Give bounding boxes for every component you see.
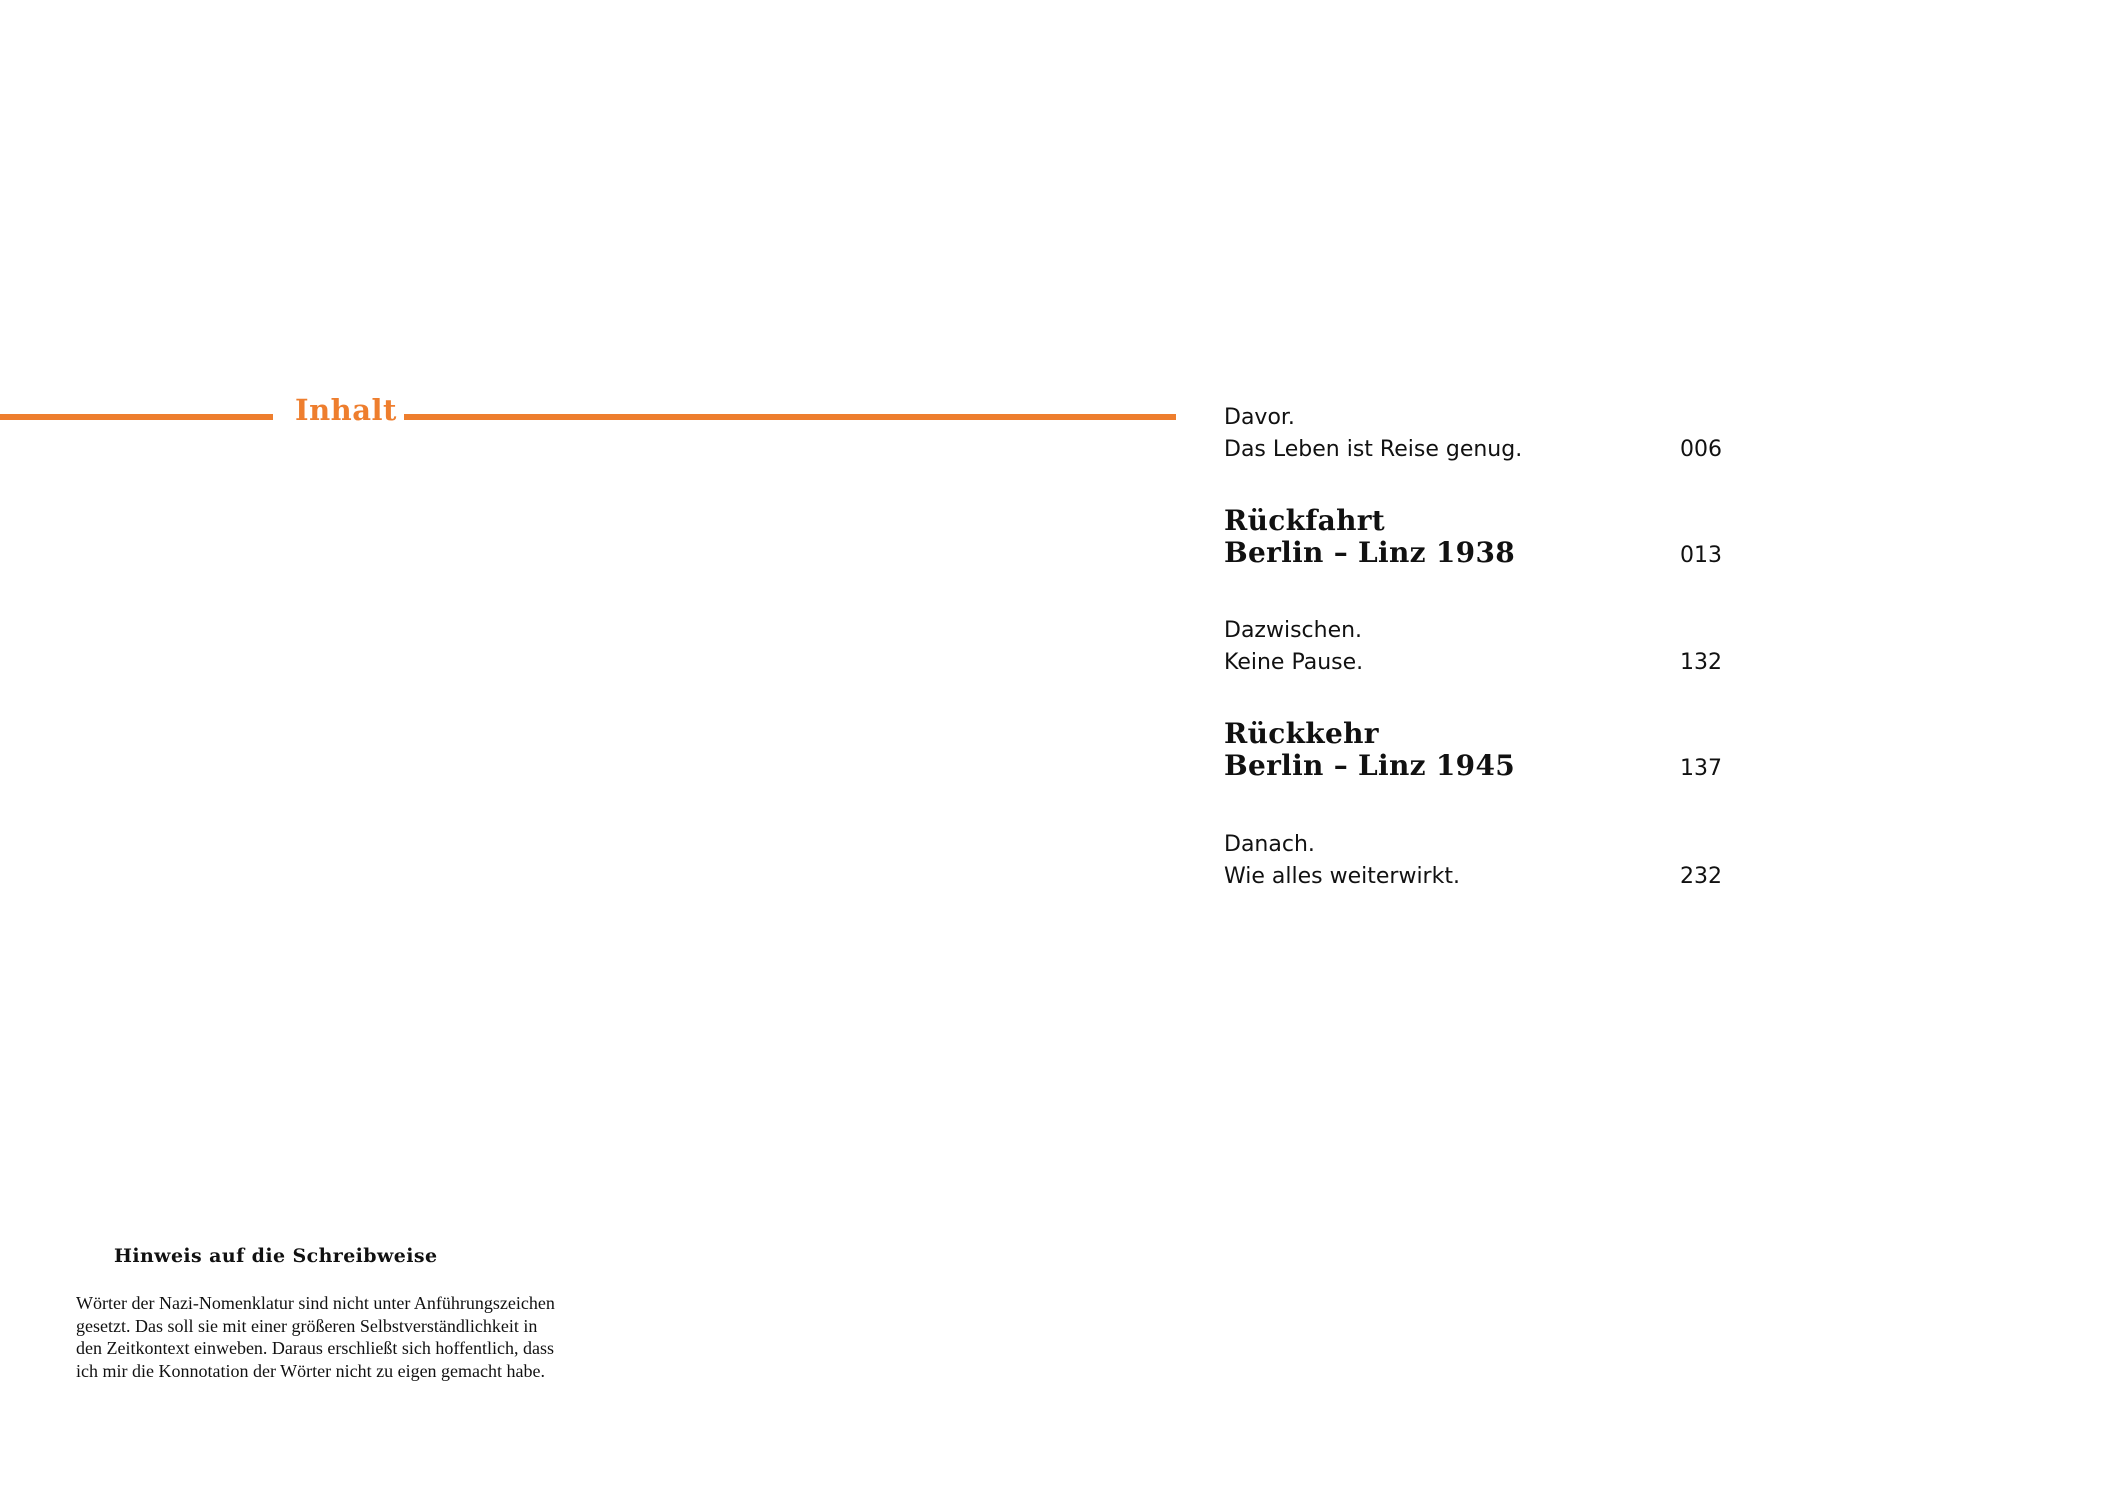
toc-entry-dazwischen[interactable] xyxy=(1224,615,1724,679)
toc-page-number: 006 xyxy=(1680,437,1722,462)
toc-entry-title: Danach. xyxy=(1224,832,1315,857)
note-line: gesetzt. Das soll sie mit einer größeren Selbstverständlichkeit in xyxy=(76,1315,538,1336)
toc-page-number: 013 xyxy=(1680,543,1722,568)
toc-entry-subtitle: Keine Pause. xyxy=(1224,650,1364,675)
toc-entry-title: Davor. xyxy=(1224,405,1295,430)
toc-entry-rueckfahrt[interactable] xyxy=(1224,505,1724,569)
toc-entry-subtitle: Wie alles weiterwirkt. xyxy=(1224,864,1460,889)
note-title: Hinweis auf die Schreibweise xyxy=(114,1245,438,1267)
note-line: den Zeitkontext einweben. Daraus erschließt sich hoffentlich, dass xyxy=(76,1338,555,1358)
toc-entry-danach[interactable] xyxy=(1224,829,1724,893)
toc-entry-rueckkehr[interactable] xyxy=(1224,718,1724,782)
toc-page-number: 132 xyxy=(1680,650,1722,675)
heading-rule-right xyxy=(404,414,1176,420)
page-title: Inhalt xyxy=(295,393,397,427)
note-line: Wörter der Nazi-Nomenklatur sind nicht unter Anführungszeichen xyxy=(76,1293,555,1313)
toc-entry-title: Dazwischen. xyxy=(1224,618,1363,643)
toc-entry-davor[interactable] xyxy=(1224,402,1724,466)
heading-rule-left xyxy=(0,414,273,420)
note-line: ich mir die Konnotation der Wörter nicht zu eigen gemacht habe. xyxy=(76,1360,546,1381)
toc-entry-title: Rückfahrt xyxy=(1224,504,1386,537)
toc-entry-subtitle: Das Leben ist Reise genug. xyxy=(1224,437,1523,462)
toc-entry-subtitle: Berlin – Linz 1945 xyxy=(1224,749,1516,782)
toc-page-number: 137 xyxy=(1680,756,1722,781)
toc-entry-title: Rückkehr xyxy=(1224,717,1379,750)
toc-entry-subtitle: Berlin – Linz 1938 xyxy=(1224,536,1516,569)
toc-page-number: 232 xyxy=(1680,864,1722,889)
note-body xyxy=(76,1292,636,1382)
